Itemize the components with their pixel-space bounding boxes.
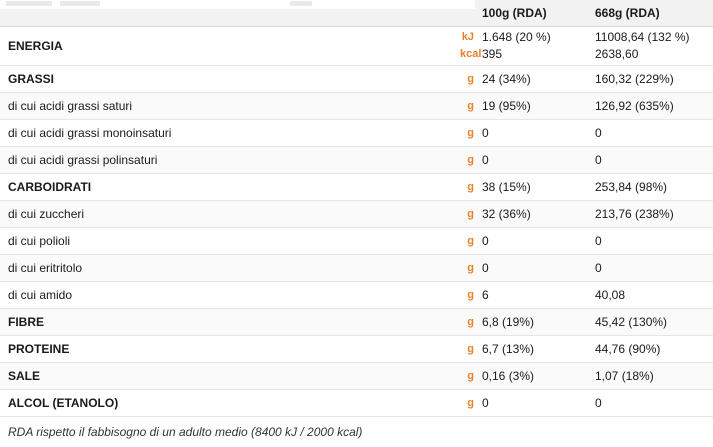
- value-668g-sale: 1,07 (18%): [593, 363, 713, 390]
- table-row: [0, 390, 713, 417]
- value-668g-energia: [593, 27, 713, 66]
- value-100g-polioli: 0: [480, 228, 593, 255]
- table-row: [0, 93, 713, 120]
- nutrient-unit-acidi-grassi-monoinsaturi: g: [460, 120, 480, 147]
- nutrient-unit-acidi-grassi-polinsaturi: g: [460, 147, 480, 174]
- table-footnote-row: [0, 417, 713, 447]
- unit-kcal: kcal: [460, 46, 480, 63]
- nutrient-unit-amido: g: [460, 282, 480, 309]
- nutrient-name-proteine: PROTEINE: [0, 336, 460, 363]
- value-668g-carboidrati: 253,84 (98%): [593, 174, 713, 201]
- value-668g-acidi-grassi-saturi: 126,92 (635%): [593, 93, 713, 120]
- value-668g-zuccheri: 213,76 (238%): [593, 201, 713, 228]
- unit-kj: kJ: [460, 29, 480, 46]
- value-100g-eritritolo: 0: [480, 255, 593, 282]
- table-row: [0, 27, 713, 66]
- nutrient-name-acidi-grassi-polinsaturi: di cui acidi grassi polinsaturi: [0, 147, 460, 174]
- table-row: [0, 66, 713, 93]
- value-100g-kj: 1.648 (20 %): [480, 29, 593, 46]
- table-row: [0, 228, 713, 255]
- nutrient-unit-eritritolo: g: [460, 255, 480, 282]
- value-100g-zuccheri: 32 (36%): [480, 201, 593, 228]
- table-row: [0, 336, 713, 363]
- placeholder-strip: [0, 0, 475, 9]
- nutrient-name-fibre: FIBRE: [0, 309, 460, 336]
- table-row: [0, 174, 713, 201]
- value-100g-proteine: 6,7 (13%): [480, 336, 593, 363]
- table-row: [0, 255, 713, 282]
- nutrient-name-eritritolo: di cui eritritolo: [0, 255, 460, 282]
- value-668g-acidi-grassi-polinsaturi: 0: [593, 147, 713, 174]
- rda-footnote: RDA rispetto il fabbisogno di un adulto medio (8400 kJ / 2000 kcal): [0, 417, 713, 447]
- nutrient-name-sale: SALE: [0, 363, 460, 390]
- nutrient-name-energia: ENERGIA: [0, 27, 460, 66]
- value-100g-grassi: 24 (34%): [480, 66, 593, 93]
- value-668g-eritritolo: 0: [593, 255, 713, 282]
- value-100g-energia: [480, 27, 593, 66]
- value-100g-acidi-grassi-polinsaturi: 0: [480, 147, 593, 174]
- nutrient-unit-sale: g: [460, 363, 480, 390]
- value-668g-kcal: 2638,60: [593, 46, 713, 63]
- table-row: [0, 120, 713, 147]
- nutrient-name-grassi: GRASSI: [0, 66, 460, 93]
- value-100g-alcol: 0: [480, 390, 593, 417]
- table-row: [0, 282, 713, 309]
- value-668g-amido: 40,08: [593, 282, 713, 309]
- nutrient-name-alcol: ALCOL (ETANOLO): [0, 390, 460, 417]
- value-100g-carboidrati: 38 (15%): [480, 174, 593, 201]
- table-row: [0, 363, 713, 390]
- value-668g-proteine: 44,76 (90%): [593, 336, 713, 363]
- value-668g-polioli: 0: [593, 228, 713, 255]
- table-row: [0, 147, 713, 174]
- table-row: [0, 309, 713, 336]
- value-668g-fibre: 45,42 (130%): [593, 309, 713, 336]
- nutrient-unit-alcol: g: [460, 390, 480, 417]
- nutrient-unit-grassi: g: [460, 66, 480, 93]
- nutrient-name-carboidrati: CARBOIDRATI: [0, 174, 460, 201]
- nutrient-name-acidi-grassi-monoinsaturi: di cui acidi grassi monoinsaturi: [0, 120, 460, 147]
- nutrient-name-acidi-grassi-saturi: di cui acidi grassi saturi: [0, 93, 460, 120]
- table-row: [0, 201, 713, 228]
- nutrient-name-polioli: di cui polioli: [0, 228, 460, 255]
- value-100g-kcal: 395: [480, 46, 593, 63]
- nutrient-unit-zuccheri: g: [460, 201, 480, 228]
- nutrient-unit-energia: [460, 27, 480, 66]
- header-col-100g: 100g (RDA): [480, 0, 593, 27]
- nutrient-unit-proteine: g: [460, 336, 480, 363]
- value-100g-acidi-grassi-saturi: 19 (95%): [480, 93, 593, 120]
- nutrient-name-amido: di cui amido: [0, 282, 460, 309]
- value-668g-kj: 11008,64 (132 %): [593, 29, 713, 46]
- value-100g-fibre: 6,8 (19%): [480, 309, 593, 336]
- value-668g-grassi: 160,32 (229%): [593, 66, 713, 93]
- nutrient-unit-fibre: g: [460, 309, 480, 336]
- nutrient-unit-acidi-grassi-saturi: g: [460, 93, 480, 120]
- nutrient-name-zuccheri: di cui zuccheri: [0, 201, 460, 228]
- value-100g-amido: 6: [480, 282, 593, 309]
- value-100g-sale: 0,16 (3%): [480, 363, 593, 390]
- header-col-668g: 668g (RDA): [593, 0, 713, 27]
- value-100g-acidi-grassi-monoinsaturi: 0: [480, 120, 593, 147]
- nutrient-unit-carboidrati: g: [460, 174, 480, 201]
- value-668g-alcol: 0: [593, 390, 713, 417]
- nutrient-unit-polioli: g: [460, 228, 480, 255]
- value-668g-acidi-grassi-monoinsaturi: 0: [593, 120, 713, 147]
